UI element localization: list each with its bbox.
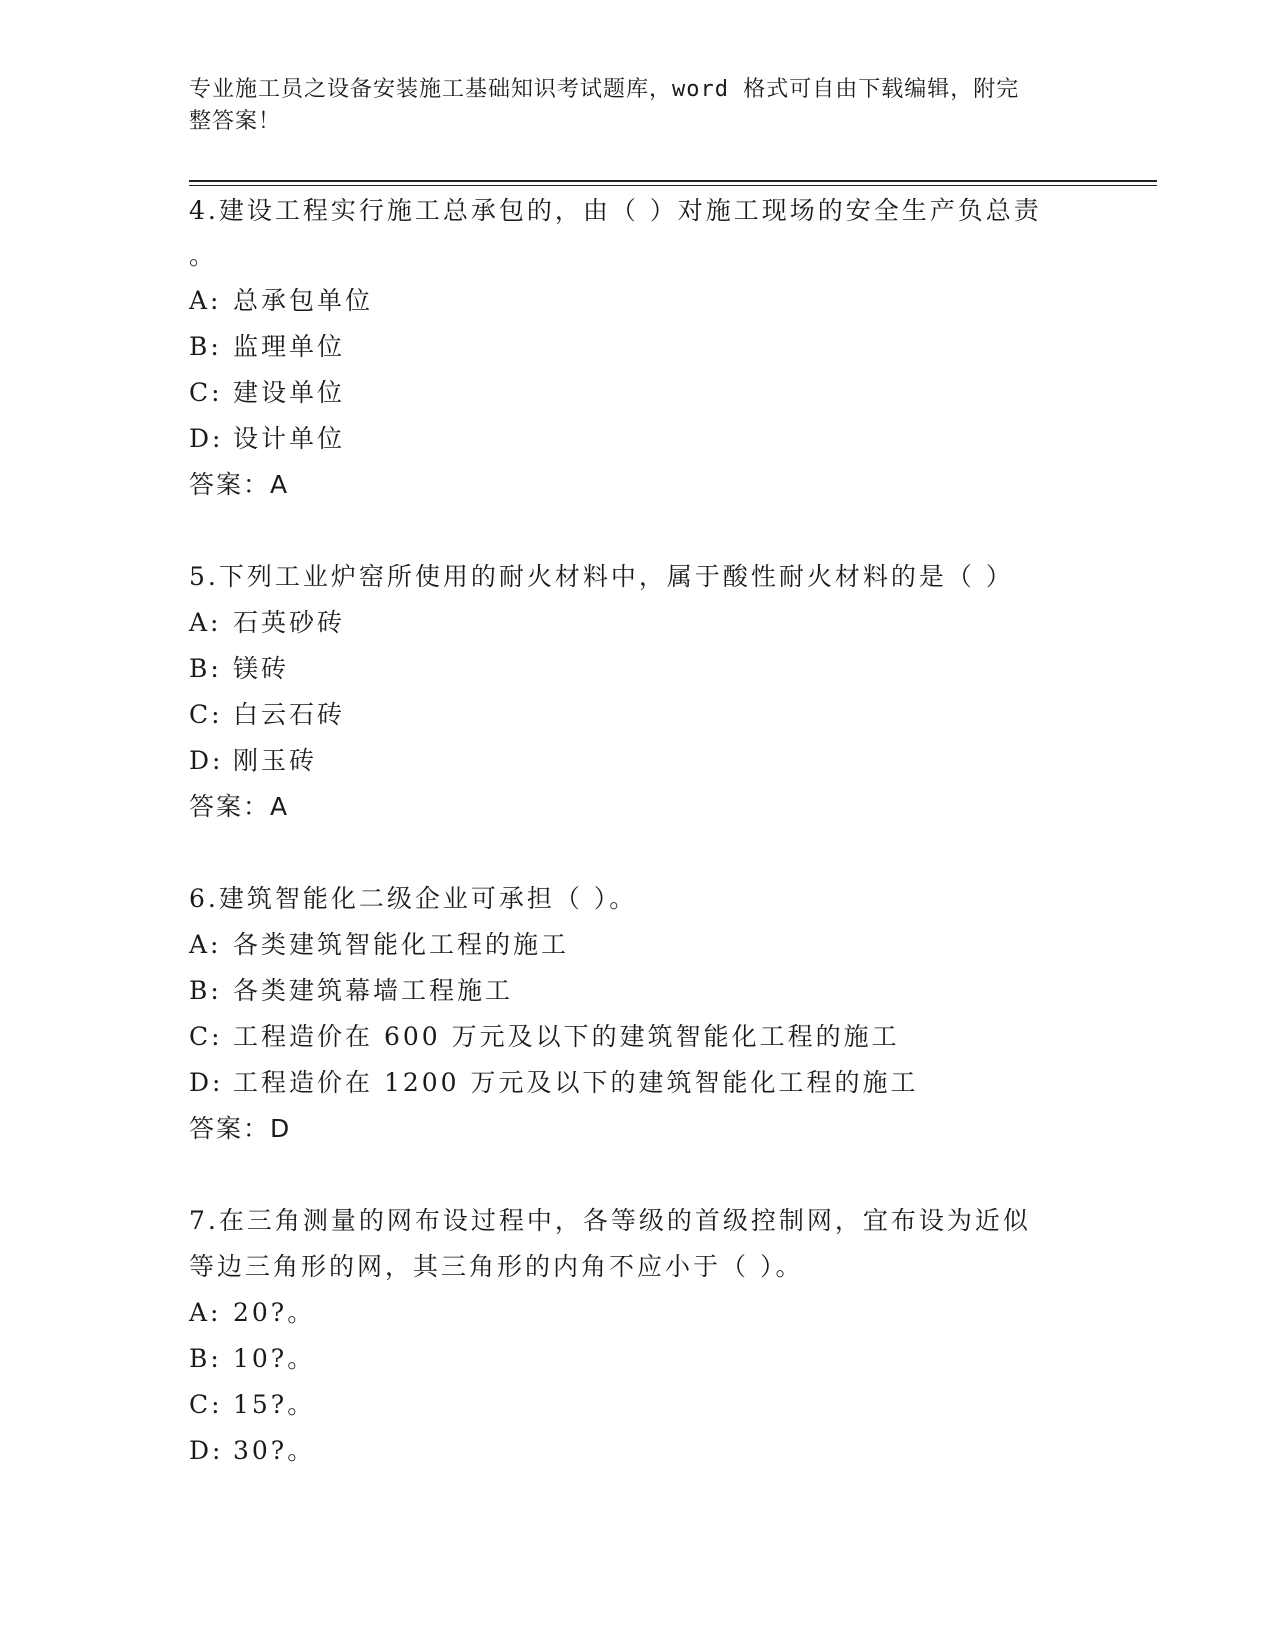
question-stem: 7.在三角测量的网布设过程中，各等级的首级控制网，宜布设为近似 bbox=[189, 1206, 1031, 1235]
option-text: 镁砖 bbox=[233, 654, 290, 683]
option-text: 工程造价在 600 万元及以下的建筑智能化工程的施工 bbox=[233, 1022, 900, 1051]
option-letter: A: bbox=[189, 608, 222, 637]
option-b bbox=[189, 324, 1089, 370]
option-letter: D: bbox=[189, 1436, 224, 1465]
option-d bbox=[189, 738, 1089, 784]
option-text: 各类建筑幕墙工程施工 bbox=[233, 976, 514, 1005]
option-a bbox=[189, 1290, 1089, 1336]
option-text: 监理单位 bbox=[233, 332, 346, 361]
option-letter: C: bbox=[189, 700, 223, 729]
option-letter: B: bbox=[189, 976, 222, 1005]
option-letter: B: bbox=[189, 1344, 222, 1373]
option-b bbox=[189, 646, 1089, 692]
option-text: 30?。 bbox=[233, 1436, 316, 1465]
option-b bbox=[189, 968, 1089, 1014]
option-d bbox=[189, 1428, 1089, 1474]
option-c bbox=[189, 692, 1089, 738]
header-line-2: 整答案！ bbox=[189, 109, 282, 134]
option-c bbox=[189, 1382, 1089, 1428]
option-text: 白云石砖 bbox=[233, 700, 346, 729]
answer-line: 答案：D bbox=[189, 1114, 292, 1143]
option-letter: B: bbox=[189, 654, 222, 683]
option-text: 总承包单位 bbox=[233, 286, 374, 315]
option-text: 石英砂砖 bbox=[233, 608, 346, 637]
option-a bbox=[189, 600, 1089, 646]
question-gap bbox=[189, 1152, 1089, 1198]
option-d bbox=[189, 1060, 1089, 1106]
question-7 bbox=[189, 1198, 1089, 1474]
option-letter: A: bbox=[189, 930, 222, 959]
header-line-1: 专业施工员之设备安装施工基础知识考试题库，word 格式可自由下载编辑，附完 bbox=[189, 77, 1020, 102]
option-a bbox=[189, 922, 1089, 968]
question-gap bbox=[189, 508, 1089, 554]
answer-line: 答案：A bbox=[189, 470, 290, 499]
option-letter: C: bbox=[189, 1022, 223, 1051]
document-header bbox=[189, 74, 1079, 138]
option-text: 工程造价在 1200 万元及以下的建筑智能化工程的施工 bbox=[233, 1068, 919, 1097]
question-6 bbox=[189, 876, 1089, 1152]
question-gap bbox=[189, 830, 1089, 876]
question-stem-continuation: 。 bbox=[189, 241, 218, 270]
question-stem: 6.建筑智能化二级企业可承担（ ）。 bbox=[189, 884, 638, 913]
question-stem: 4.建设工程实行施工总承包的，由（ ）对施工现场的安全生产负总责 bbox=[189, 196, 1042, 225]
option-letter: A: bbox=[189, 1298, 222, 1327]
option-letter: D: bbox=[189, 746, 224, 775]
question-stem: 5.下列工业炉窑所使用的耐火材料中，属于酸性耐火材料的是（ ） bbox=[189, 562, 1014, 591]
option-c bbox=[189, 370, 1089, 416]
option-letter: C: bbox=[189, 378, 223, 407]
option-b bbox=[189, 1336, 1089, 1382]
question-stem-continuation: 等边三角形的网，其三角形的内角不应小于（ ）。 bbox=[189, 1252, 804, 1281]
option-c bbox=[189, 1014, 1089, 1060]
option-letter: A: bbox=[189, 286, 222, 315]
header-divider-thick bbox=[189, 180, 1157, 182]
option-letter: D: bbox=[189, 1068, 224, 1097]
option-d bbox=[189, 416, 1089, 462]
option-text: 各类建筑智能化工程的施工 bbox=[233, 930, 570, 959]
option-text: 15?。 bbox=[233, 1390, 316, 1419]
option-text: 刚玉砖 bbox=[233, 746, 318, 775]
question-5 bbox=[189, 554, 1089, 830]
option-letter: D: bbox=[189, 424, 224, 453]
question-list bbox=[189, 188, 1089, 1474]
option-text: 建设单位 bbox=[233, 378, 346, 407]
answer-line: 答案：A bbox=[189, 792, 290, 821]
option-text: 20?。 bbox=[233, 1298, 316, 1327]
option-text: 10?。 bbox=[233, 1344, 316, 1373]
option-letter: C: bbox=[189, 1390, 223, 1419]
option-a bbox=[189, 278, 1089, 324]
question-4 bbox=[189, 188, 1089, 508]
header-divider-thin bbox=[189, 185, 1157, 186]
option-letter: B: bbox=[189, 332, 222, 361]
option-text: 设计单位 bbox=[233, 424, 346, 453]
